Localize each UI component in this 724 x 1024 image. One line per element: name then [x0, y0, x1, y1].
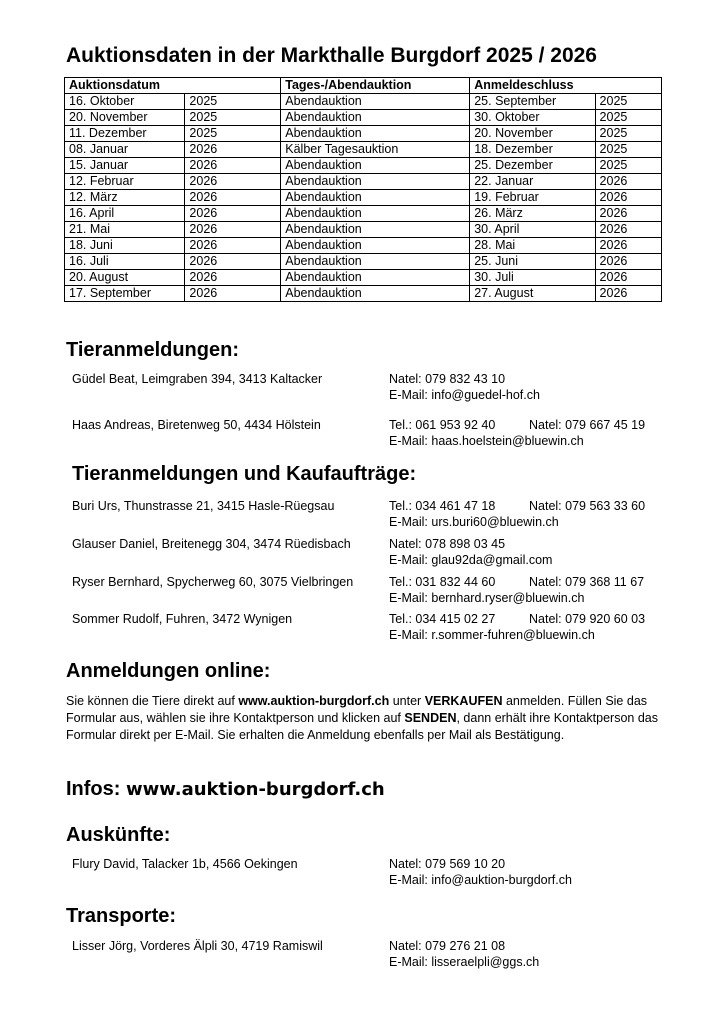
contact-name: Haas Andreas, Biretenweg 50, 4434 Hölstein [72, 418, 321, 432]
deadline-year-cell: 2026 [595, 270, 661, 286]
table-header-row [65, 78, 662, 94]
auction-type-cell: Abendauktion [281, 190, 470, 206]
auction-year-cell: 2026 [185, 238, 281, 254]
table-row [65, 142, 662, 158]
table-row [65, 158, 662, 174]
auction-date-cell: 20. November [65, 110, 185, 126]
auction-type-cell: Kälber Tagesauktion [281, 142, 470, 158]
auction-date-cell: 16. April [65, 206, 185, 222]
contact-email[interactable]: E-Mail: info@auktion-burgdorf.ch [389, 873, 572, 887]
auction-date-cell: 12. Februar [65, 174, 185, 190]
deadline-date-cell: 25. Juni [470, 254, 595, 270]
table-row [65, 238, 662, 254]
online-instructions [66, 693, 666, 744]
deadline-date-cell: 20. November [470, 126, 595, 142]
auction-date-cell: 21. Mai [65, 222, 185, 238]
contact-mobile: Natel: 079 667 45 19 [529, 418, 646, 432]
contact-name: Ryser Bernhard, Spycherweg 60, 3075 Vielbringen [72, 575, 354, 589]
auction-type-cell: Abendauktion [281, 126, 470, 142]
table-row [65, 270, 662, 286]
auction-date-cell: 20. August [65, 270, 185, 286]
table-row [65, 222, 662, 238]
contact-name: Güdel Beat, Leimgraben 394, 3413 Kaltacker [72, 372, 323, 386]
auction-type-cell: Abendauktion [281, 158, 470, 174]
auction-year-cell: 2026 [185, 158, 281, 174]
header-anmeldeschluss: Anmeldeschluss [470, 78, 662, 94]
contact-name: Flury David, Talacker 1b, 4566 Oekingen [72, 857, 298, 871]
deadline-year-cell: 2026 [595, 254, 661, 270]
deadline-date-cell: 19. Februar [470, 190, 595, 206]
auction-date-cell: 08. Januar [65, 142, 185, 158]
section-kaufauftraege: Tieranmeldungen und Kaufaufträge: [72, 463, 417, 485]
table-row [65, 206, 662, 222]
auction-year-cell: 2025 [185, 126, 281, 142]
section-auskuenfte: Auskünfte: [66, 824, 171, 846]
deadline-date-cell: 27. August [470, 286, 595, 302]
online-text-1: Sie können die Tiere direkt auf [66, 694, 239, 708]
contact-email[interactable]: E-Mail: info@guedel-hof.ch [389, 388, 540, 402]
table-body [65, 94, 662, 302]
deadline-date-cell: 28. Mai [470, 238, 595, 254]
contact-mobile: Natel: 079 563 33 60 [529, 499, 646, 513]
auction-year-cell: 2025 [185, 94, 281, 110]
auction-date-cell: 12. März [65, 190, 185, 206]
contact-email[interactable]: E-Mail: r.sommer-fuhren@bluewin.ch [389, 628, 595, 642]
deadline-year-cell: 2026 [595, 190, 661, 206]
auction-date-cell: 18. Juni [65, 238, 185, 254]
infos-url-link[interactable]: www.auktion-burgdorf.ch [126, 779, 385, 800]
contact-name: Sommer Rudolf, Fuhren, 3472 Wynigen [72, 612, 293, 626]
contact-phone: Tel.: 031 832 44 60 [389, 575, 496, 589]
auction-dates-table [64, 77, 662, 302]
online-text-2: unter [389, 694, 425, 708]
contact-phone: Tel.: 061 953 92 40 [389, 418, 496, 432]
auction-year-cell: 2026 [185, 190, 281, 206]
auction-date-cell: 16. Oktober [65, 94, 185, 110]
contact-name: Glauser Daniel, Breitenegg 304, 3474 Rüedisbach [72, 537, 351, 551]
deadline-year-cell: 2026 [595, 206, 661, 222]
contact-email[interactable]: E-Mail: haas.hoelstein@bluewin.ch [389, 434, 584, 448]
table-row [65, 174, 662, 190]
table-row [65, 190, 662, 206]
auction-type-cell: Abendauktion [281, 222, 470, 238]
section-infos [66, 776, 385, 803]
header-tages-abendauktion: Tages-/Abendauktion [281, 78, 470, 94]
deadline-year-cell: 2025 [595, 126, 661, 142]
contact-email[interactable]: E-Mail: glau92da@gmail.com [389, 553, 553, 567]
deadline-date-cell: 30. April [470, 222, 595, 238]
deadline-date-cell: 30. Oktober [470, 110, 595, 126]
contact-phone: Tel.: 034 461 47 18 [389, 499, 496, 513]
infos-label: Infos: [66, 778, 121, 800]
auction-type-cell: Abendauktion [281, 94, 470, 110]
table-row [65, 286, 662, 302]
contact-phone: Natel: 078 898 03 45 [389, 537, 506, 551]
auction-year-cell: 2026 [185, 174, 281, 190]
auction-type-cell: Abendauktion [281, 206, 470, 222]
contact-phone: Natel: 079 569 10 20 [389, 857, 506, 871]
verkaufen-label: VERKAUFEN [424, 694, 503, 708]
auction-year-cell: 2025 [185, 110, 281, 126]
auction-year-cell: 2026 [185, 286, 281, 302]
auction-type-cell: Abendauktion [281, 286, 470, 302]
page-title: Auktionsdaten in der Markthalle Burgdorf 2025 / 2026 [66, 44, 597, 67]
deadline-year-cell: 2026 [595, 222, 661, 238]
deadline-date-cell: 18. Dezember [470, 142, 595, 158]
contact-email[interactable]: E-Mail: bernhard.ryser@bluewin.ch [389, 591, 585, 605]
contact-name: Lisser Jörg, Vorderes Älpli 30, 4719 Ramiswil [72, 939, 323, 953]
auction-date-cell: 11. Dezember [65, 126, 185, 142]
auction-type-cell: Abendauktion [281, 174, 470, 190]
auction-year-cell: 2026 [185, 206, 281, 222]
section-transporte: Transporte: [66, 905, 177, 927]
auction-year-cell: 2026 [185, 142, 281, 158]
table-row [65, 94, 662, 110]
online-url-link[interactable]: www.auktion-burgdorf.ch [238, 694, 390, 708]
deadline-date-cell: 26. März [470, 206, 595, 222]
auction-date-cell: 15. Januar [65, 158, 185, 174]
section-anmeldungen-online: Anmeldungen online: [66, 660, 271, 682]
auction-date-cell: 17. September [65, 286, 185, 302]
senden-label: SENDEN [404, 711, 457, 725]
auction-type-cell: Abendauktion [281, 270, 470, 286]
auction-year-cell: 2026 [185, 222, 281, 238]
header-auktionsdatum: Auktionsdatum [65, 78, 281, 94]
deadline-year-cell: 2025 [595, 142, 661, 158]
contact-email[interactable]: E-Mail: urs.buri60@bluewin.ch [389, 515, 559, 529]
contact-email[interactable]: E-Mail: lisseraelpli@ggs.ch [389, 955, 540, 969]
deadline-date-cell: 30. Juli [470, 270, 595, 286]
deadline-date-cell: 22. Januar [470, 174, 595, 190]
contact-phone: Natel: 079 276 21 08 [389, 939, 506, 953]
table-row [65, 126, 662, 142]
deadline-date-cell: 25. September [470, 94, 595, 110]
contact-phone: Natel: 079 832 43 10 [389, 372, 506, 386]
contact-phone: Tel.: 034 415 02 27 [389, 612, 496, 626]
contact-name: Buri Urs, Thunstrasse 21, 3415 Hasle-Rüegsau [72, 499, 335, 513]
contact-mobile: Natel: 079 920 60 03 [529, 612, 646, 626]
section-tieranmeldungen: Tieranmeldungen: [66, 339, 239, 361]
deadline-date-cell: 25. Dezember [470, 158, 595, 174]
deadline-year-cell: 2026 [595, 286, 661, 302]
online-text-3: anmelden. Füllen Sie das Formular aus, wählen sie ihre Kontaktperson und klicken auf [66, 694, 648, 725]
contact-mobile: Natel: 079 368 11 67 [529, 575, 645, 589]
auction-date-cell: 16. Juli [65, 254, 185, 270]
online-text-4: , dann erhält ihre Kontaktperson das Formular direkt per E-Mail. Sie erhalten die Anmeldung ebenfalls per Mail als Bestätigung. [66, 711, 658, 742]
auction-type-cell: Abendauktion [281, 254, 470, 270]
auction-year-cell: 2026 [185, 270, 281, 286]
deadline-year-cell: 2025 [595, 110, 661, 126]
deadline-year-cell: 2025 [595, 158, 661, 174]
deadline-year-cell: 2026 [595, 238, 661, 254]
auction-year-cell: 2026 [185, 254, 281, 270]
deadline-year-cell: 2026 [595, 174, 661, 190]
table-row [65, 254, 662, 270]
table-row [65, 110, 662, 126]
auction-type-cell: Abendauktion [281, 238, 470, 254]
auction-type-cell: Abendauktion [281, 110, 470, 126]
deadline-year-cell: 2025 [595, 94, 661, 110]
